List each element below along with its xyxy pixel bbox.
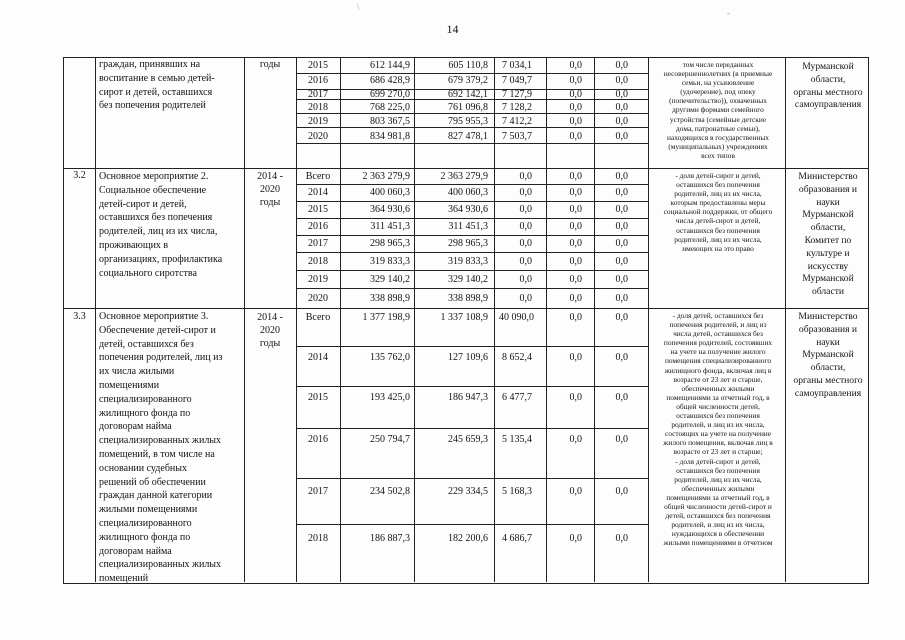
- row-line: [296, 143, 648, 144]
- year-cell: 2017: [308, 486, 328, 497]
- regional-cell: 364 930,6: [448, 204, 488, 215]
- local-cell: 0,0: [569, 171, 582, 182]
- federal-cell: 0,0: [519, 274, 532, 285]
- federal-cell: 0,0: [519, 238, 532, 249]
- row-line: [296, 346, 648, 347]
- other-cell: 0,0: [615, 89, 628, 100]
- indicators-text: - доля детей-сирот и детей, оставшихся без попечения родителей, лиц из их числа, которым предоставлены меры социальной поддержки, от общего числа детей-сирот и детей, оставшихся без попечения родителей, лиц из их числа, имеющих на это право: [663, 171, 773, 253]
- federal-cell: 7 412,2: [502, 116, 532, 127]
- total-cell: 193 425,0: [370, 392, 410, 403]
- total-cell: 364 930,6: [370, 204, 410, 215]
- row-line: [296, 184, 648, 185]
- total-cell: 319 833,3: [370, 256, 410, 267]
- total-cell: 135 762,0: [370, 352, 410, 363]
- other-cell: 0,0: [615, 131, 628, 142]
- regional-cell: 692 142,1: [448, 89, 488, 100]
- period: 2014 - 2020 годы: [257, 312, 283, 349]
- scan-mark: \: [357, 2, 360, 12]
- federal-cell: 0,0: [519, 221, 532, 232]
- column-line: [785, 57, 786, 582]
- local-cell: 0,0: [569, 187, 582, 198]
- federal-cell: 0,0: [519, 204, 532, 215]
- row-line: [296, 113, 648, 114]
- local-cell: 0,0: [569, 75, 582, 86]
- total-cell: 699 270,0: [370, 89, 410, 100]
- regional-cell: 186 947,3: [448, 392, 488, 403]
- other-cell: 0,0: [615, 238, 628, 249]
- regional-cell: 2 363 279,9: [440, 171, 488, 182]
- other-cell: 0,0: [615, 486, 628, 497]
- column-line: [95, 57, 96, 582]
- federal-cell: 0,0: [519, 256, 532, 267]
- regional-cell: 338 898,9: [448, 293, 488, 304]
- regional-cell: 827 478,1: [448, 131, 488, 142]
- federal-cell: 7 128,2: [502, 102, 532, 113]
- regional-cell: 298 965,3: [448, 238, 488, 249]
- total-cell: 250 794,7: [370, 434, 410, 445]
- local-cell: 0,0: [569, 238, 582, 249]
- page-number: 14: [446, 22, 459, 36]
- measure-title: Основное мероприятие 3. Обеспечение детей-сирот и детей, оставшихся без попечения родителей, лиц из их числа жилыми помещениями специализированного жилищного фонда по договорам найма специализированных жилых помещений, в том числе на основании судебных решений об обеспечении граждан данной категории жилыми помещениями специализированного жилищного фонда по договорам найма специализированных жилых помещений: [99, 311, 223, 585]
- year-cell: 2019: [308, 274, 328, 285]
- local-cell: 0,0: [569, 392, 582, 403]
- regional-cell: 229 334,5: [448, 486, 488, 497]
- local-cell: 0,0: [569, 274, 582, 285]
- total-cell: 612 144,9: [370, 60, 410, 71]
- year-cell: 2018: [308, 102, 328, 113]
- federal-cell: 7 503,7: [502, 131, 532, 142]
- federal-cell: 7 049,7: [502, 75, 532, 86]
- federal-cell: 0,0: [519, 171, 532, 182]
- regional-cell: 329 140,2: [448, 274, 488, 285]
- measure-title: Основное мероприятие 2. Социальное обеспечение детей-сирот и детей, оставшихся без попечения родителей, лиц из их числа, проживающих в организациях, профилактика социального сиротства: [99, 171, 223, 279]
- row-line: [296, 386, 648, 387]
- federal-cell: 8 652,4: [502, 352, 532, 363]
- other-cell: 0,0: [615, 312, 628, 323]
- scan-mark: -: [727, 8, 730, 18]
- total-cell: 686 428,9: [370, 75, 410, 86]
- other-cell: 0,0: [615, 293, 628, 304]
- federal-cell: 5 135,4: [502, 434, 532, 445]
- regional-cell: 127 109,6: [448, 352, 488, 363]
- local-cell: 0,0: [569, 116, 582, 127]
- regional-cell: 400 060,3: [448, 187, 488, 198]
- executor-text: Мурманской области, органы местного самоуправления: [793, 61, 863, 111]
- regional-cell: 245 659,3: [448, 434, 488, 445]
- federal-cell: 5 168,3: [502, 486, 532, 497]
- local-cell: 0,0: [569, 434, 582, 445]
- year-cell: 2015: [308, 392, 328, 403]
- local-cell: 0,0: [569, 352, 582, 363]
- total-cell: 768 225,0: [370, 102, 410, 113]
- executor-text: Министерство образования и науки Мурманской области, органы местного самоуправления: [793, 311, 863, 399]
- federal-cell: 7 127,9: [502, 89, 532, 100]
- local-cell: 0,0: [569, 60, 582, 71]
- federal-cell: 40 090,0: [499, 312, 534, 323]
- other-cell: 0,0: [615, 102, 628, 113]
- other-cell: 0,0: [615, 75, 628, 86]
- regional-cell: 319 833,3: [448, 256, 488, 267]
- total-cell: 234 502,8: [370, 486, 410, 497]
- year-cell: 2016: [308, 221, 328, 232]
- other-cell: 0,0: [615, 392, 628, 403]
- other-cell: 0,0: [615, 256, 628, 267]
- total-cell: 298 965,3: [370, 238, 410, 249]
- other-cell: 0,0: [615, 171, 628, 182]
- row-line: [296, 428, 648, 429]
- local-cell: 0,0: [569, 256, 582, 267]
- section-separator: [63, 168, 869, 169]
- year-cell: 2018: [308, 256, 328, 267]
- federal-cell: 4 686,7: [502, 533, 532, 544]
- measure-title: граждан, принявших на воспитание в семью детей- сирот и детей, оставшихся без попечения родителей: [99, 59, 215, 112]
- row-line: [296, 201, 648, 202]
- regional-cell: 761 096,8: [448, 102, 488, 113]
- total-cell: 338 898,9: [370, 293, 410, 304]
- other-cell: 0,0: [615, 434, 628, 445]
- indicators-text: том числе переданных несовершеннолетних (в приемные семьи, на усыновление (удочерение), под опеку (попечительство)), охваченных другими формами семейного устройства (семейные детские дома, патронатные семьи), находящихся в государственных (муниципальных) учреждениях всех типов: [663, 60, 773, 160]
- year-cell: 2017: [308, 89, 328, 100]
- year-cell: 2015: [308, 204, 328, 215]
- local-cell: 0,0: [569, 221, 582, 232]
- period: годы: [259, 59, 281, 70]
- column-line: [648, 57, 649, 582]
- other-cell: 0,0: [615, 187, 628, 198]
- year-cell: 2014: [308, 352, 328, 363]
- regional-cell: 1 337 108,9: [440, 312, 488, 323]
- regional-cell: 605 110,8: [448, 60, 488, 71]
- regional-cell: 182 200,6: [448, 533, 488, 544]
- local-cell: 0,0: [569, 102, 582, 113]
- total-cell: 186 887,3: [370, 533, 410, 544]
- year-cell: 2017: [308, 238, 328, 249]
- year-cell: Всего: [305, 171, 331, 182]
- total-cell: 1 377 198,9: [362, 312, 410, 323]
- row-line: [296, 218, 648, 219]
- total-cell: 400 060,3: [370, 187, 410, 198]
- row-line: [296, 252, 648, 253]
- indicators-text: - доля детей, оставшихся без попечения родителей, и лиц из числа детей, оставшихся без попечения родителей, состоявших на учете на получение жилого помещения специализированного жилищного фонда, включая лиц в возрасте от 23 лет и старше, обеспеченных жилыми помещениями за отчетный год, в общей численности детей, оставшихся без попечения родителей, и лиц из их числа, состоящих на учете на получение жилого помещения, включая лиц в возрасте от 23 лет и старше; - доля детей-сирот и детей, оставшихся без попечения родителей, лиц из их числа, обеспеченных жилыми помещениями за отчетный год, в общей численности детей-сирот и детей, оставшихся без попечения родителей, и лиц из их числа, нуждающихся в обеспечении жилыми помещениями в отчетном: [663, 311, 773, 548]
- federal-cell: 0,0: [519, 293, 532, 304]
- row-line: [296, 478, 648, 479]
- local-cell: 0,0: [569, 533, 582, 544]
- year-cell: 2015: [308, 60, 328, 71]
- row-line: [296, 73, 648, 74]
- other-cell: 0,0: [615, 60, 628, 71]
- total-cell: 311 451,3: [370, 221, 410, 232]
- federal-cell: 0,0: [519, 187, 532, 198]
- year-cell: 2019: [308, 116, 328, 127]
- executor-text: Министерство образования и науки Мурманской области, Комитет по культуре и искусству Мурманской области: [798, 171, 858, 298]
- year-cell: 2020: [308, 131, 328, 142]
- period: 2014 - 2020 годы: [257, 171, 283, 208]
- local-cell: 0,0: [569, 486, 582, 497]
- local-cell: 0,0: [569, 89, 582, 100]
- local-cell: 0,0: [569, 293, 582, 304]
- other-cell: 0,0: [615, 274, 628, 285]
- section-separator: [63, 308, 869, 309]
- other-cell: 0,0: [615, 221, 628, 232]
- other-cell: 0,0: [615, 116, 628, 127]
- regional-cell: 311 451,3: [448, 221, 488, 232]
- regional-cell: 679 379,2: [448, 75, 488, 86]
- year-cell: Всего: [305, 312, 331, 323]
- local-cell: 0,0: [569, 204, 582, 215]
- year-cell: 2014: [308, 187, 328, 198]
- local-cell: 0,0: [569, 131, 582, 142]
- total-cell: 834 981,8: [370, 131, 410, 142]
- year-cell: 2016: [308, 434, 328, 445]
- row-line: [296, 524, 648, 525]
- federal-cell: 7 034,1: [502, 60, 532, 71]
- total-cell: 329 140,2: [370, 274, 410, 285]
- row-number: 3.3: [73, 311, 86, 322]
- other-cell: 0,0: [615, 533, 628, 544]
- year-cell: 2016: [308, 75, 328, 86]
- row-line: [296, 235, 648, 236]
- federal-cell: 6 477,7: [502, 392, 532, 403]
- regional-cell: 795 955,3: [448, 116, 488, 127]
- local-cell: 0,0: [569, 312, 582, 323]
- other-cell: 0,0: [615, 204, 628, 215]
- total-cell: 2 363 279,9: [362, 171, 410, 182]
- other-cell: 0,0: [615, 352, 628, 363]
- row-number: 3.2: [73, 170, 86, 181]
- row-line: [296, 270, 648, 271]
- year-cell: 2018: [308, 533, 328, 544]
- total-cell: 803 367,5: [370, 116, 410, 127]
- row-line: [296, 288, 648, 289]
- row-line: [296, 127, 648, 128]
- year-cell: 2020: [308, 293, 328, 304]
